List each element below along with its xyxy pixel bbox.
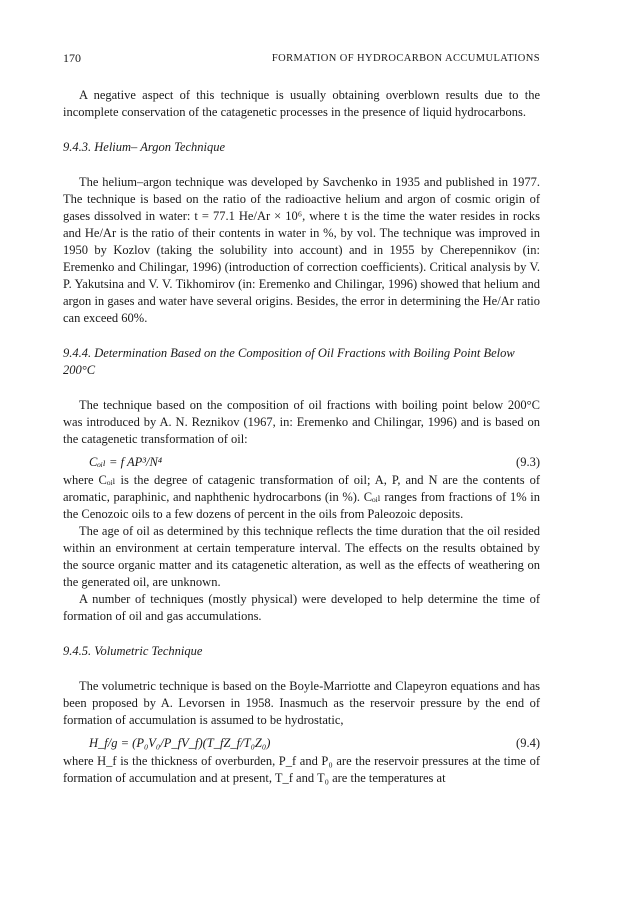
section-heading: 9.4.5. Volumetric Technique (63, 644, 203, 658)
equation-formula: H_f/g = (P₀V₀/P_fV_f)(T_fZ_f/T₀Z₀) (89, 736, 271, 750)
running-header (63, 50, 540, 66)
section-heading: 9.4.4. Determination Based on the Composition of Oil Fractions with Boiling Point Below 200°C (63, 346, 515, 377)
paragraph: A negative aspect of this technique is usually obtaining overblown results due to the incomplete conservation of the catagenetic processes in the presence of liquid hydrocarbons. (63, 88, 540, 119)
page-number: 170 (63, 51, 81, 65)
equation (63, 734, 540, 753)
paragraph: where H_f is the thickness of overburden, P_f and P₀ are the reservoir pressures at the time of formation of accumulation and at present, T_f and T₀ are the temperatures at (63, 754, 540, 785)
equation-formula: Cₒᵢₗ = f AP³/N⁴ (89, 455, 163, 469)
running-title: FORMATION OF HYDROCARBON ACCUMULATIONS (271, 53, 540, 64)
paragraph: The age of oil as determined by this technique reflects the time duration that the oil resided within an environment at certain temperature interval. The effects on the results obtained by the source organic matter and its catagenetic alteration, as well as the effects of weathering on the generated oil, are unknown. (63, 524, 540, 589)
paragraph: The helium–argon technique was developed by Savchenko in 1935 and published in 1977. The technique is based on the ratio of the radioactive helium and argon of cosmic origin of gases dissolved in water: t = 77.1 He/Ar × 10⁶, where t is the time the water resides in rocks and He/Ar is the ratio of their contents in water in %, by vol. The technique was improved in 1950 by Kozlov (taking the solubility into account) and in 1955 by Cherepennikov (in: Eremenko and Chilingar, 1996) (introduction of correction coefficients). Critical analysis by V. P. Yakutsina and V. V. Tikhomirov (in: Eremenko and Chilingar, 1996) showed that helium and argon in gases and water have several origins. Besides, the error in determining the He/Ar ratio can exceed 60%. (63, 175, 540, 325)
paragraph: where Cₒᵢₗ is the degree of catagenic transformation of oil; A, P, and N are the contents of aromatic, paraphinic, and naphthenic hydrocarbons (in %). Cₒᵢₗ ranges from fractions of 1% in the Cenozoic oils to a few dozens of percent in the oils from Paleozoic deposits. (63, 473, 540, 521)
equation (63, 453, 540, 472)
page-content (63, 87, 540, 787)
paragraph: The technique based on the composition of oil fractions with boiling point below 200°C was introduced by A. N. Reznikov (1967, in: Eremenko and Chilingar, 1996) and is based on the catagenetic transformation of oil: (63, 398, 540, 446)
paragraph: The volumetric technique is based on the Boyle-Marriotte and Clapeyron equations and has been proposed by A. Levorsen in 1958. Inasmuch as the reservoir pressure by the end of formation of accumulation is assumed to be hydrostatic, (63, 679, 540, 727)
equation-number: (9.3) (516, 455, 540, 469)
equation-number: (9.4) (516, 736, 540, 750)
section-heading: 9.4.3. Helium– Argon Technique (63, 140, 226, 154)
paragraph: A number of techniques (mostly physical) were developed to help determine the time of formation of oil and gas accumulations. (63, 592, 540, 623)
